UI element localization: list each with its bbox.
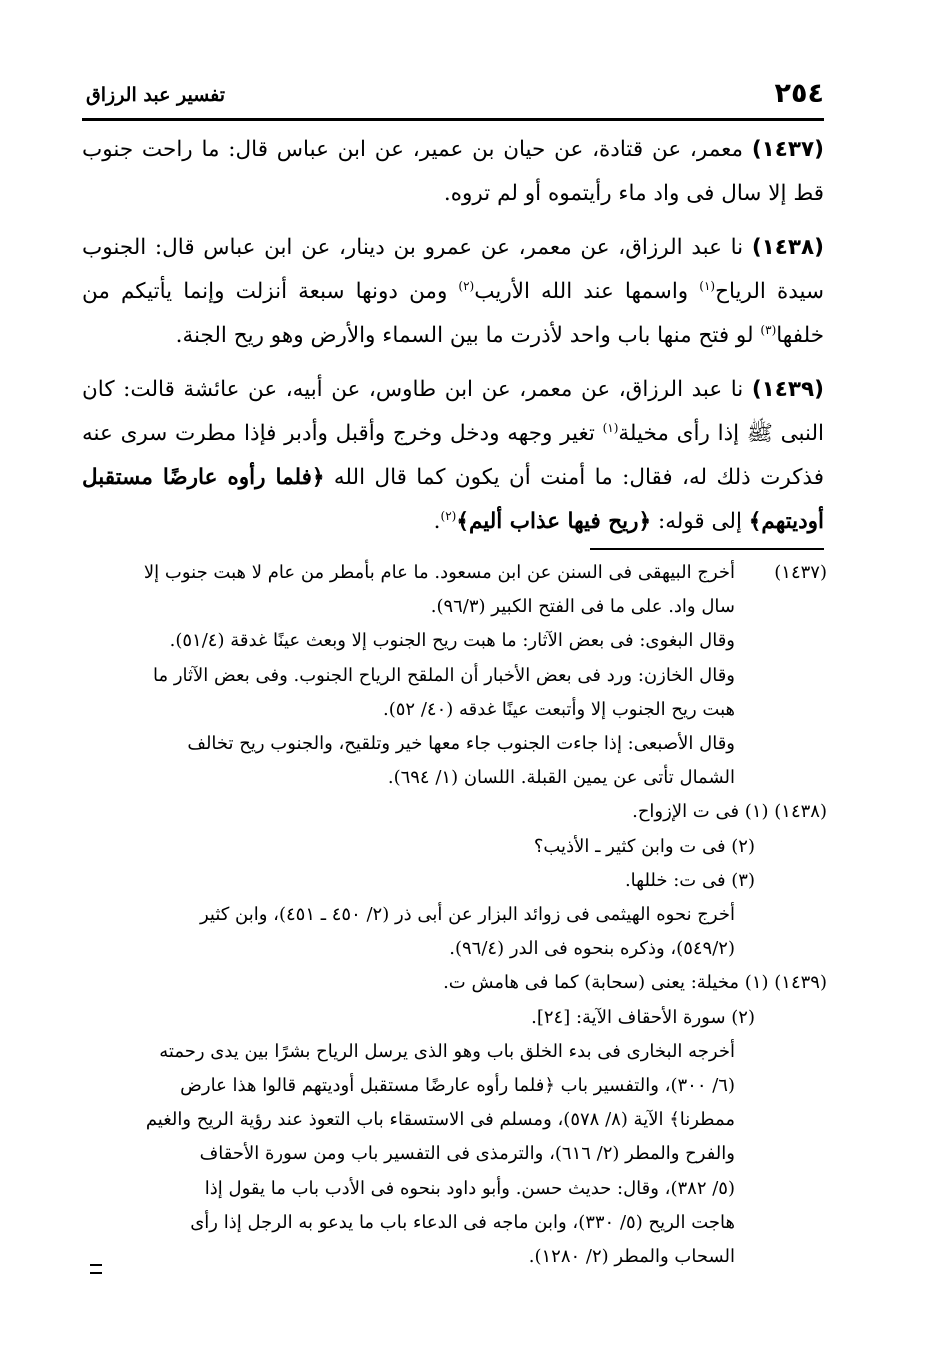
footnote-line: (٥٤٩/٢)، وذكره بنحوه فى الدر (٩٦/٤). [449,938,735,960]
hadith-text: إلى قوله: [651,509,749,534]
footnote-text: (١) فى ت الإزواح. [632,801,769,823]
footnote-sub-line: (٣) فى ت: خللها. [624,869,755,891]
hadith-text: تغير وجهه ودخل وخرج وأقبل وأدبر فإذا مطرت سرى عنه فذكرت ذلك له، فقال: ما أمنت أن يكون كما قال الله [82,421,824,490]
footnote-line: السحاب والمطر (٢/ ١٢٨٠). [528,1246,735,1268]
footnote-line: أخرجه البخارى فى بدء الخلق باب وهو الذى يرسل الرياح بشرًا بين يدى رحمته [159,1040,735,1062]
hadith-1438 [82,226,824,358]
footnotes [82,556,827,1274]
continuation-mark [90,1264,102,1274]
hadith-text-line: معمر، عن قتادة، عن حيان بن عمير، عن ابن عباس قال: ما راحت [141,137,744,162]
footnote-separator [590,548,824,550]
page-header [82,78,824,121]
hadith-number: (١٤٣٨) [751,235,824,260]
footnote-marker: (٢) [458,278,475,293]
book-title: تفسير عبد الرزاق [86,84,226,106]
page-number: ٢٥٤ [774,78,824,109]
hadith-1437 [82,128,824,216]
hadith-text: نا عبد الرزاق، عن معمر، عن ابن طاوس، عن أبيه، عن عائشة قالت: كان النبى ﷺ إذا رأى مخيلة [82,377,824,446]
footnote-number: (١٤٣٧) [774,562,827,583]
footnote-number: (١٤٣٩) [774,972,827,994]
footnote-line: وقال البغوى: فى بعض الآثار: ما هبت ريح الجنوب إلا وبعث عينًا غدقة (٥١/٤). [169,630,735,652]
footnote-sub-line: (٢) فى ت وابن كثير ـ الأذيب؟ [533,835,755,857]
footnote-number: (١٤٣٨) [774,801,827,823]
quran-quote: ﴿ريح فيها عذاب أليم﴾ [456,509,652,534]
footnote-line: (٥/ ٣٨٢)، وقال: حديث حسن. وأبو داود بنحوه فى الأدب باب ما يقول إذا [204,1177,735,1199]
footnote-marker: (٢) [440,508,457,523]
footnote-line: وقال الخازن: ورد فى بعض الأخبار أن الملقح الرياح الجنوب. وفى بعض الآثار ما [152,664,735,686]
hadith-text: لو فتح منها باب واحد لأذرت ما بين السماء والأرض وهو ريح الجنة. [175,323,761,348]
footnote-1438 [82,795,827,966]
footnote-line: (٦/ ٣٠٠)، والتفسير باب ﴿فلما رأوه عارضًا مستقبل أوديتهم قالوا هذا عارض [180,1075,735,1097]
footnote-1437 [82,556,827,795]
footnote-text: (١) مخيلة: يعنى (سحابة) كما فى هامش ت. [443,972,769,994]
footnote-1439 [82,966,827,1274]
footnote-line: هبت ريح الجنوب إلا وأتبعت عينًا غدقه (٤٠/ ٥٢). [383,698,735,720]
footnote-line: والفرح والمطر (٢/ ٦١٦)، والترمذى فى التفسير باب ومن سورة الأحقاف [199,1143,735,1165]
hadith-text: نا عبد الرزاق، عن معمر، عن عمرو بن دينار، عن ابن عباس قال: الجنوب سيدة الرياح [82,235,824,304]
hadith-number: (١٤٣٧) [751,137,824,162]
footnote-line: هاجت الريح (٥/ ٣٣٠)، وابن ماجه فى الدعاء باب ما يدعو به الرجل إذا رأى [190,1211,735,1233]
hadith-text: ومن دونها سبعة أنزلت وإنما يأتيكم من خلفها [82,279,824,348]
footnote-first-line [82,795,827,829]
footnote-line: أخرج نحوه الهيثمى فى زوائد البزار عن أبى ذر (٢/ ٤٥٠ ـ ٤٥١)، وابن كثير [199,904,735,926]
footnote-line: ممطرنا﴾ الآية (٨/ ٥٧٨)، ومسلم فى الاستسقاء باب التعوذ عند رؤية الريح والغيم [145,1109,735,1131]
footnote-line: وقال الأصبعى: إذا جاءت الجنوب جاء معها خير وتلقيح، والجنوب ريح تخالف [187,733,735,755]
hadith-text: واسمها عند الله الأريب [474,279,700,304]
hadith-text: . [433,509,441,534]
footnote-marker: (٣) [760,322,777,337]
hadith-text-line: جنوب قط إلا سال فى واد ماء رأيتموه أو لم تروه. [82,137,824,206]
footnote-sub-line: (٢) سورة الأحقاف الآية: [٢٤]. [531,1006,755,1028]
footnote-line: أخرج البيهقى فى السنن عن ابن مسعود. ما عام بأمطر من عام لا هبت جنوب إلا [143,562,735,583]
footnote-marker: (١) [602,420,619,435]
hadith-number: (١٤٣٩) [751,377,824,402]
footnote-marker: (١) [699,278,716,293]
hadith-1439 [82,368,824,544]
footnote-line: سال واد. على ما فى الفتح الكبير (٩٦/٣). [430,596,735,618]
footnote-first-line [82,966,827,1000]
footnote-line: الشمال تأتى عن يمين القبلة. اللسان (١/ ٦٩٤). [387,767,735,789]
main-text [82,128,824,554]
quran-quote: ﴿فلما رأوه عارضًا مستقبل أوديتهم﴾ [82,465,824,534]
